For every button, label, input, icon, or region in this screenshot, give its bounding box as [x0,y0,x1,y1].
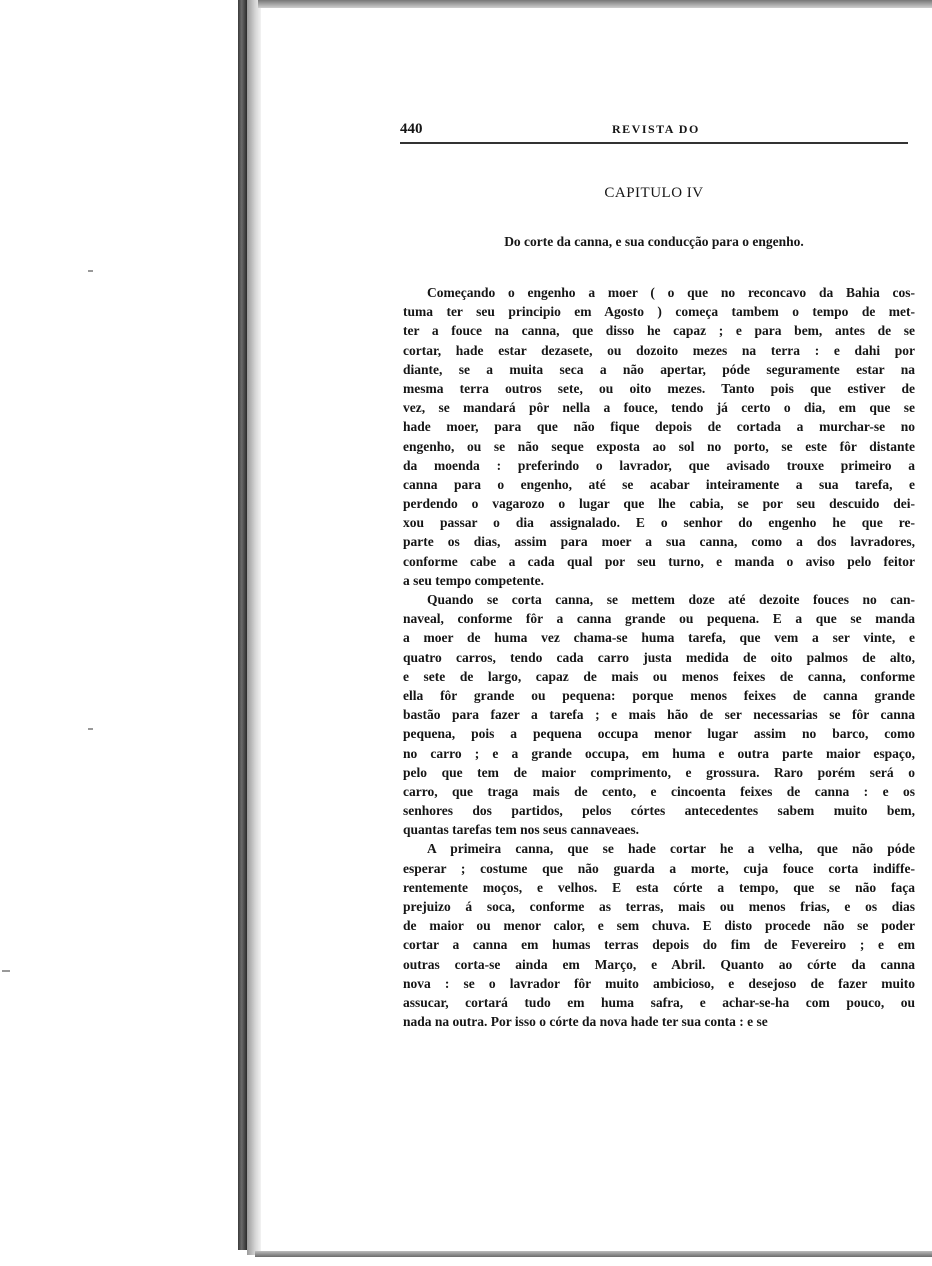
text-line: quatro carros, tendo cada carro justa medida de oito palmos de alto, [403,649,915,665]
text-line: A primeira canna, que se hade cortar he a velha, que não póde [427,841,915,857]
text-line: parte os dias, assim para moer a sua canna, como a dos lavradores, [403,534,915,550]
text-line: da moenda : preferindo o lavrador, que avisado trouxe primeiro a [403,457,915,473]
text-line: Começando o engenho a moer ( o que no reconcavo da Bahia cos- [427,285,915,300]
text-line: e sete de largo, capaz de mais ou menos feixes de canna, conforme [403,668,915,684]
text-line: ter a fouce na canna, que disso he capaz ; e para bem, antes de se [403,323,915,339]
book-spine-highlight [247,0,261,1255]
header-rule [400,142,908,144]
chapter-subtitle: Do corte da canna, e sua conducção para o engenho. [504,234,804,249]
page-top-edge [258,0,932,8]
text-line: quantas tarefas tem nos seus cannaveaes. [403,822,640,838]
text-line: a seu tempo competente. [403,572,544,588]
text-line: carro, que traga mais de cento, e cincoenta feixes de canna : e os [403,783,915,799]
text-line: outras corta-se ainda em Março, e Abril. Quanto ao córte da canna [403,956,915,972]
page-header [400,121,908,141]
text-line: naveal, conforme fôr a canna grande ou pequena. E a que se manda [403,611,915,627]
text-line: senhores dos partidos, pelos córtes antecedentes sabem muito bem, [403,803,915,819]
text-line: Quando se corta canna, se mettem doze até dezoite fouces no can- [427,592,915,607]
text-line: vez, se mandará pôr nella a fouce, tendo já certo o dia, em que se [403,400,915,416]
text-line: tuma ter seu principio em Agosto ) começa tambem o tempo de met- [403,304,915,320]
text-line: a moer de huma vez chama-se huma tarefa, que vem a ser vinte, e [403,630,915,646]
text-line: pelo que tem de maior comprimento, e grossura. Raro porém será o [403,764,915,780]
text-line: hade moer, para que não fique depois de cortada a murchar-se no [403,419,915,435]
text-line: xou passar o dia assignalado. E o senhor do engenho he que re- [403,515,915,531]
text-line: de maior ou menor calor, e sem chuva. E disto procede não se poder [403,918,915,934]
book-spine-shadow [238,0,247,1250]
page-number: 440 [400,121,423,137]
text-line: bastão para fazer a tarefa ; e mais hão de ser necessarias se fôr canna [403,707,915,723]
text-line: conforme cabe a cada qual por seu turno, e manda o aviso pelo feitor [403,553,915,569]
text-line: no carro ; e a grande occupa, em huma e outra parte maior espaço, [403,745,915,761]
text-line: mesma terra outros sete, ou oito mezes. Tanto pois que estiver de [403,380,915,396]
text-line: canna para o engenho, até se acabar inteiramente a sua tarefa, e [403,476,915,492]
text-line: cortar, hade estar dezasete, ou dozoito mezes na terra : e dahi por [403,342,915,358]
text-line: pequena, pois a pequena occupa menor lugar assim no barco, como [403,726,915,742]
body-text [403,283,915,1031]
running-title: REVISTA DO [612,122,700,136]
text-line: assucar, cortará tudo em huma safra, e achar-se-ha com pouco, ou [403,994,915,1010]
text-line: nada na outra. Por isso o córte da nova hade ter sua conta : e se [403,1014,768,1030]
text-line: ella fôr grande ou pequena: porque menos feixes de canna grande [403,687,915,703]
scan-speck [2,970,10,972]
text-line: cortar a canna em humas terras depois do fim de Fevereiro ; e em [403,937,915,953]
chapter-title: CAPITULO IV [604,185,704,201]
scan-speck [88,728,93,730]
text-line: esperar ; costume que não guarda a morte, cuja fouce corta indiffe- [403,860,915,876]
text-line: diante, se a muita seca a não apertar, póde seguramente estar na [403,361,915,377]
text-line: rentemente moços, e velhos. E esta córte a tempo, que se não faça [403,879,915,895]
text-line: engenho, ou se não seque exposta ao sol no porto, se este fôr distante [403,438,915,454]
scan-speck [88,270,93,272]
text-line: prejuizo á soca, conforme as terras, mais ou menos frias, e os dias [403,899,915,914]
text-line: perdendo o vagarozo o lugar que lhe cabia, se por seu descuido dei- [403,496,915,512]
page-margin [0,0,240,1266]
page-bottom-edge [255,1251,932,1257]
text-line: nova : se o lavrador fôr muito ambicioso, e desejoso de fazer muito [403,975,915,991]
